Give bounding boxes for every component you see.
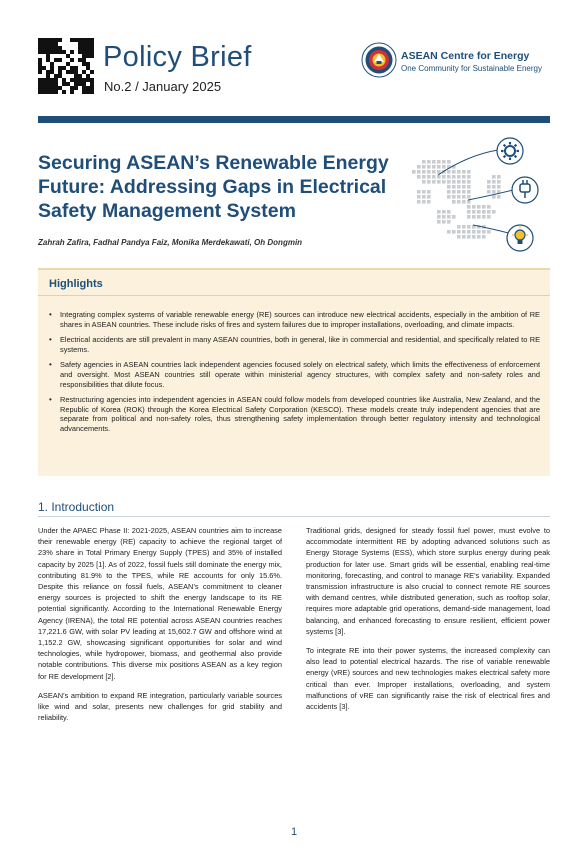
- map-dot: [432, 165, 436, 169]
- page-number: 1: [290, 826, 298, 838]
- map-dot: [422, 175, 426, 179]
- map-dot: [437, 165, 441, 169]
- ace-logo-icon: [361, 42, 397, 78]
- map-dot: [422, 180, 426, 184]
- left-column: [38, 525, 282, 731]
- map-dot: [442, 165, 446, 169]
- map-dot: [422, 190, 426, 194]
- map-dot: [487, 190, 491, 194]
- map-dot: [457, 195, 461, 199]
- map-dot: [457, 225, 461, 229]
- map-dot: [422, 170, 426, 174]
- map-dot: [437, 210, 441, 214]
- map-dot: [452, 175, 456, 179]
- map-dot: [447, 190, 451, 194]
- map-dot: [452, 185, 456, 189]
- map-dot: [487, 215, 491, 219]
- map-dot: [432, 180, 436, 184]
- section-heading: 1. Introduction: [38, 500, 115, 514]
- paragraph: Under the APAEC Phase II: 2021-2025, ASEAN countries aim to increase their renewable energy (RE) capacity to achieve the regional target of 23% share in Total Primary Energy Supply (TPES) and 35% of installed capacity by 2025 [1]. As of 2022, fossil fuels still dominate the energy mix, contributing 81.9% to the TPES, while RE accounts for only 15.6%. Despite this reliance on fossil fuels, ASEAN’s commitment to cleaner energy sources is projected to shift the energy landscape to its RE potential significantly. According to the International Renewable Energy Agency (IRENA), the total RE potential across ASEAN countries reaches 17,221.6 GW, with solar PV leading at 15,602.7 GW and offshore wind at 1,152.2 GW, showcasing significant opportunities for solar and wind technologies, while hydropower, biomass, and geothermal also provide notable contributions. This diverse mix positions ASEAN as a key region for RE development [2].: [38, 526, 282, 681]
- map-dot: [417, 165, 421, 169]
- map-dot: [422, 200, 426, 204]
- map-dot: [447, 160, 451, 164]
- map-dot: [422, 195, 426, 199]
- map-dot: [442, 180, 446, 184]
- map-dot: [427, 200, 431, 204]
- map-dot: [417, 195, 421, 199]
- highlight-item: • Electrical accidents are still prevalent in many ASEAN countries, both in general, like in commercial and residential, and specifically related to RE systems.: [48, 335, 540, 354]
- map-dot: [457, 230, 461, 234]
- map-dot: [482, 235, 486, 239]
- map-dot: [437, 180, 441, 184]
- org-tagline: One Community for Sustainable Energy: [401, 64, 542, 73]
- map-dot: [497, 175, 501, 179]
- map-dot: [487, 180, 491, 184]
- map-dot: [437, 215, 441, 219]
- map-dot: [417, 175, 421, 179]
- highlights-list: [48, 310, 540, 440]
- map-dot: [417, 200, 421, 204]
- map-dot: [427, 180, 431, 184]
- map-dot: [497, 180, 501, 184]
- map-dot: [492, 195, 496, 199]
- map-dot: [487, 230, 491, 234]
- map-dot: [462, 230, 466, 234]
- map-dot: [442, 160, 446, 164]
- issue-number: No.2 / January 2025: [104, 79, 222, 94]
- map-dot: [492, 180, 496, 184]
- qr-code-icon: [38, 38, 94, 94]
- right-column: [306, 525, 550, 720]
- highlights-heading: Highlights: [49, 278, 103, 290]
- map-dot: [437, 160, 441, 164]
- authors: Zahrah Zafira, Fadhal Pandya Faiz, Monika Merdekawati, Oh Dongmin: [38, 238, 303, 247]
- map-dot: [412, 170, 416, 174]
- map-dot: [462, 180, 466, 184]
- map-dot: [447, 215, 451, 219]
- map-dot: [437, 220, 441, 224]
- map-dot: [452, 180, 456, 184]
- org-name: ASEAN Centre for Energy: [401, 50, 530, 62]
- map-dot: [467, 170, 471, 174]
- map-dot: [432, 170, 436, 174]
- map-dot: [467, 190, 471, 194]
- highlight-item: • Safety agencies in ASEAN countries lack independent agencies focused solely on electrical safety, which limits the effectiveness of enforcement and oversight. Most ASEAN countries still operate within ministerial agency structures, with complex safety and non-safety roles and responsibilities that dilute focus.: [48, 360, 540, 389]
- map-dot: [477, 215, 481, 219]
- map-dot: [482, 210, 486, 214]
- map-dot: [487, 210, 491, 214]
- map-dot: [432, 175, 436, 179]
- map-dot: [492, 175, 496, 179]
- map-dot: [462, 190, 466, 194]
- map-dot: [432, 160, 436, 164]
- map-dot: [447, 180, 451, 184]
- map-dot: [442, 175, 446, 179]
- map-dot: [482, 230, 486, 234]
- map-dot: [457, 190, 461, 194]
- plug-icon: [512, 177, 538, 203]
- header-rule: [38, 116, 550, 123]
- map-dot: [472, 215, 476, 219]
- map-dot: [462, 225, 466, 229]
- map-dot: [417, 170, 421, 174]
- paragraph: To integrate RE into their power systems, the increased complexity can also lead to potential electrical hazards. The rise of variable renewable energy (vRE) sources and new technologies makes electrical safety more critical than ever. Improper installations, overloading, and system malfunctions of vRE can significantly raise the risk of electrical fires and accidents [3].: [306, 646, 550, 712]
- map-dot: [472, 210, 476, 214]
- map-dot: [467, 175, 471, 179]
- section-divider: [38, 516, 550, 517]
- map-dot: [472, 235, 476, 239]
- map-dot: [457, 180, 461, 184]
- map-dot: [467, 185, 471, 189]
- map-dot: [447, 230, 451, 234]
- map-dot: [457, 200, 461, 204]
- map-dot: [427, 170, 431, 174]
- map-dot: [477, 230, 481, 234]
- map-dot: [487, 205, 491, 209]
- map-dot: [422, 160, 426, 164]
- map-dot: [447, 175, 451, 179]
- map-dot: [472, 230, 476, 234]
- map-dot: [467, 210, 471, 214]
- map-dot: [447, 210, 451, 214]
- paragraph: ASEAN’s ambition to expand RE integration, particularly variable sources like wind and solar, presents new challenges for grid stability and reliability.: [38, 690, 282, 723]
- lightbulb-icon: [507, 225, 533, 251]
- map-dot: [447, 185, 451, 189]
- map-dot: [467, 230, 471, 234]
- map-dot: [427, 160, 431, 164]
- map-dot: [427, 175, 431, 179]
- map-dot: [427, 195, 431, 199]
- map-dot: [487, 185, 491, 189]
- map-dot: [447, 195, 451, 199]
- map-dot: [442, 215, 446, 219]
- map-dot: [437, 175, 441, 179]
- map-dot: [457, 170, 461, 174]
- highlights-header: [38, 270, 550, 296]
- map-dot: [452, 215, 456, 219]
- map-dot: [467, 215, 471, 219]
- map-dot: [492, 190, 496, 194]
- map-dot: [467, 195, 471, 199]
- map-dot: [462, 185, 466, 189]
- map-dot: [427, 165, 431, 169]
- gear-icon: [497, 138, 523, 164]
- map-dot: [452, 170, 456, 174]
- map-dot: [467, 235, 471, 239]
- map-dot: [467, 200, 471, 204]
- map-dot: [477, 210, 481, 214]
- map-dot: [482, 205, 486, 209]
- map-dot: [442, 220, 446, 224]
- map-dot: [447, 170, 451, 174]
- highlight-item: • Integrating complex systems of variable renewable energy (RE) sources can introduce new electrical accidents, especially in the ambition of RE shares in ASEAN countries. These include risks of fires and system failures due to improper installations, overloading, and climate impacts.: [48, 310, 540, 329]
- map-dot: [482, 215, 486, 219]
- map-dot: [427, 190, 431, 194]
- brief-title: Securing ASEAN’s Renewable Energy Future: Addressing Gaps in Electrical Safety Management System: [38, 152, 389, 222]
- map-dot: [452, 200, 456, 204]
- map-dot: [497, 195, 501, 199]
- series-title: Policy Brief: [103, 41, 252, 73]
- map-dot: [452, 195, 456, 199]
- map-dot: [452, 230, 456, 234]
- highlights-box: [38, 268, 550, 476]
- map-dot: [462, 175, 466, 179]
- map-dot: [492, 185, 496, 189]
- map-dot: [462, 195, 466, 199]
- map-dot: [472, 205, 476, 209]
- map-dot: [452, 190, 456, 194]
- highlight-item: • Restructuring agencies into independent agencies in ASEAN could follow models from developed countries like Australia, New Zealand, and the Republic of Korea (ROK) through the Korea Electrical Safety Corporation (KESCO). These models create truly independent agencies that are separate from political and non-safety roles, thus strengthening safety implementation through better regulatory intensity and technological advancements.: [48, 395, 540, 433]
- map-dot: [462, 200, 466, 204]
- map-dot: [477, 205, 481, 209]
- map-dot: [467, 205, 471, 209]
- map-dot: [462, 235, 466, 239]
- asean-map-icon: [398, 130, 553, 255]
- paragraph: Traditional grids, designed for steady fossil fuel power, must evolve to accommodate intermittent RE by adopting advanced solutions such as Energy Storage Systems (ESS), which store surplus energy during peak production for later use. Smart grids will be essential, enabling real-time monitoring, forecasting, and control to manage RE’s variability. Expanded transmission infrastructure is also crucial to connect remote RE sources with demand centres, while distributed generation, such as rooftop solar, requires more adaptable grid operations, demand-side management, load balancing, and enhanced forecasting to ensure resilient, efficient power systems [3].: [306, 526, 550, 636]
- map-dot: [477, 235, 481, 239]
- map-dot: [467, 180, 471, 184]
- map-dot: [457, 175, 461, 179]
- map-dot: [447, 220, 451, 224]
- map-dot: [492, 210, 496, 214]
- map-dot: [457, 235, 461, 239]
- map-dot: [442, 210, 446, 214]
- map-dot: [417, 190, 421, 194]
- map-dot: [497, 185, 501, 189]
- map-dot: [467, 225, 471, 229]
- map-dot: [422, 165, 426, 169]
- map-dot: [462, 170, 466, 174]
- map-dot: [457, 185, 461, 189]
